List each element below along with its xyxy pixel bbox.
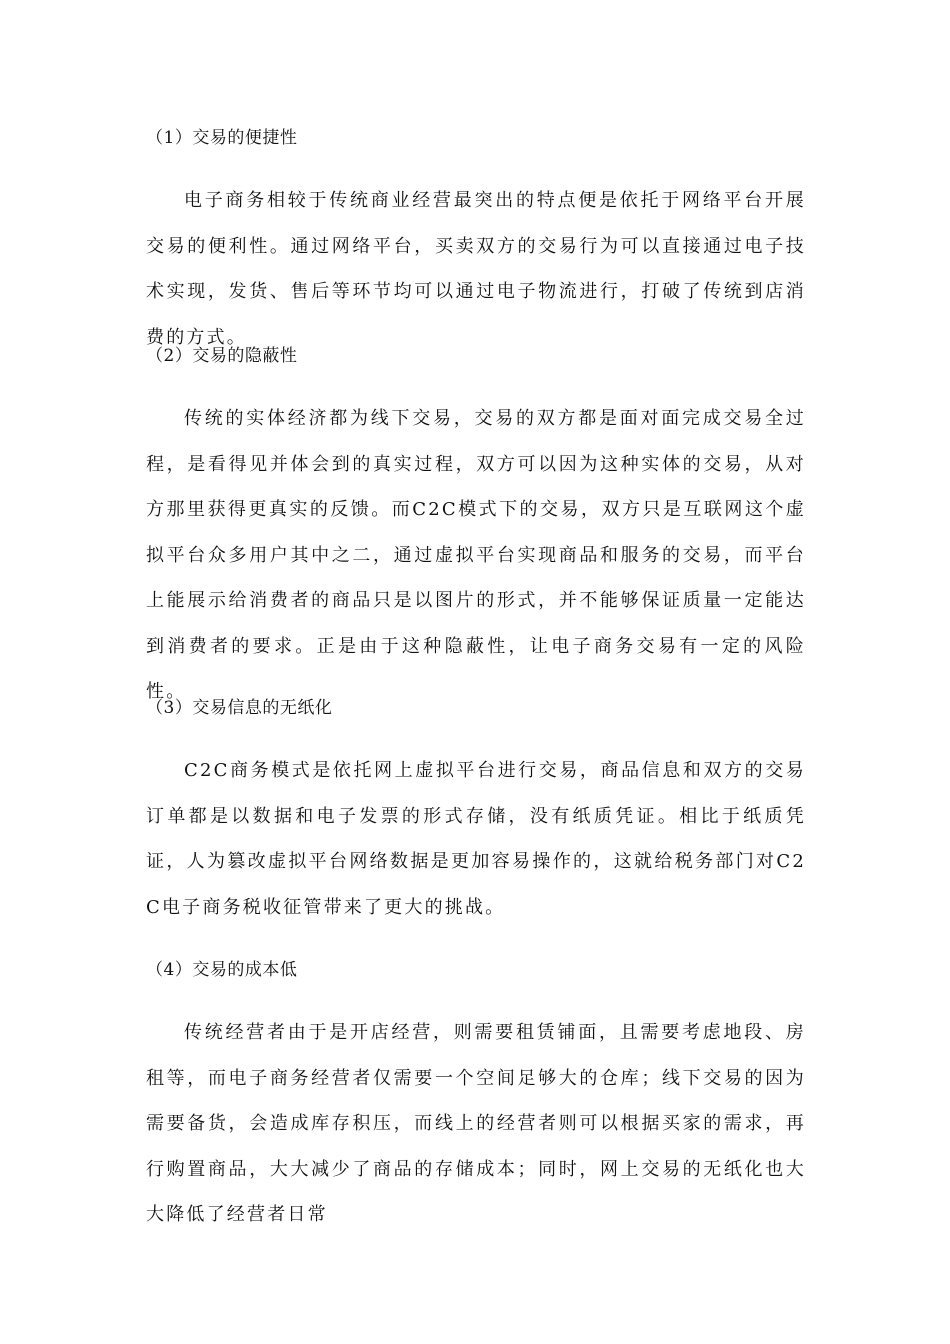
section-paragraph-2: 传统的实体经济都为线下交易，交易的双方都是面对面完成交易全过程，是看得见并体会到的真实过程，双方可以因为这种实体的交易，从对方那里获得更真实的反馈。而C2C模式下的交易，双方只是互联网这个虚拟平台众多用户其中之二，通过虚拟平台实现商品和服务的交易，而平台上能展示给消费者的商品只是以图片的形式，并不能够保证质量一定能达到消费者的要求。正是由于这种隐蔽性，让电子商务交易有一定的风险性。 [146,408,806,702]
section-heading-1: （1）交易的便捷性 [146,128,298,148]
section-heading-3: （3）交易信息的无纸化 [146,698,333,718]
section-paragraph-1: 电子商务相较于传统商业经营最突出的特点便是依托于网络平台开展交易的便利性。通过网络平台，买卖双方的交易行为可以直接通过电子技术实现，发货、售后等环节均可以通过电子物流进行，打破了传统到店消费的方式。 [146,190,806,348]
section-heading-2: （2）交易的隐蔽性 [146,346,298,366]
section-paragraph-3: C2C商务模式是依托网上虚拟平台进行交易，商品信息和双方的交易订单都是以数据和电子发票的形式存储，没有纸质凭证。相比于纸质凭证，人为篡改虚拟平台网络数据是更加容易操作的，这就给税务部门对C2C电子商务税收征管带来了更大的挑战。 [146,760,806,918]
section-heading-4: （4）交易的成本低 [146,960,298,980]
section-paragraph-4: 传统经营者由于是开店经营，则需要租赁铺面，且需要考虑地段、房租等，而电子商务经营者仅需要一个空间足够大的仓库；线下交易的因为需要备货，会造成库存积压，而线上的经营者则可以根据买家的需求，再行购置商品，大大减少了商品的存储成本；同时，网上交易的无纸化也大大降低了经营者日常 [146,1022,806,1225]
